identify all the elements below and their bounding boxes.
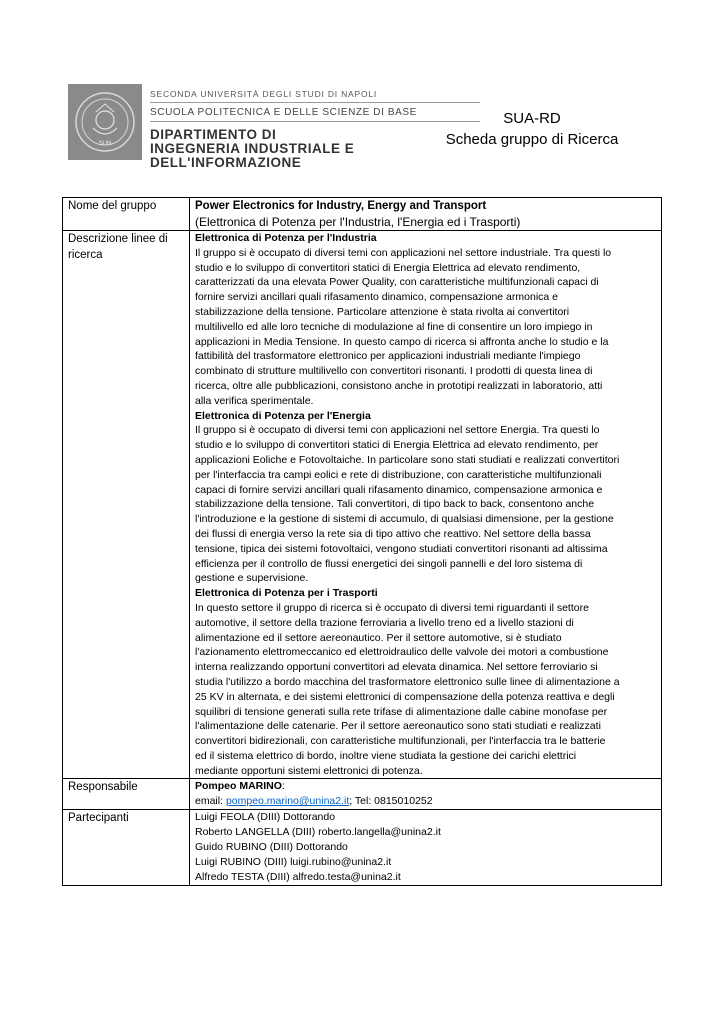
text-line: studio e lo sviluppo di convertitori statici di Energia Elettrica ad elevato rendimento, per	[195, 439, 599, 452]
text-line: alimentazione ed il settore aereonautico. Per il settore automotive, si è studiato	[195, 631, 562, 644]
text-line: mediante opportuni sistemi elettronici di potenza.	[195, 764, 423, 777]
participants-label: Partecipanti	[63, 810, 190, 886]
university-seal-logo	[68, 84, 142, 160]
text-line: fornire servizi ancillari quali rifasamento dinamico, compensazione armonica e	[195, 291, 558, 304]
seal-text: SUN	[98, 141, 112, 147]
participant-item: Guido RUBINO (DIII) Dottorando	[195, 841, 348, 854]
text-line: Il gruppo si è occupato di diversi temi con applicazioni nel settore industriale. Tra questi lo	[195, 246, 612, 259]
participant-item: Alfredo TESTA (DIII) alfredo.testa@unina2.it	[195, 871, 401, 884]
text-line: stabilizzazione della tensione. Particolare attenzione è stata rivolta ai convertitori	[195, 305, 570, 318]
university-name: SECONDA UNIVERSITÀ DEGLI STUDI DI NAPOLI	[150, 80, 480, 103]
table-row	[63, 810, 662, 886]
email-prefix: email:	[195, 795, 226, 808]
participants-cell	[190, 810, 662, 886]
text-line: applicazioni Eoliche e Fotovoltaiche. In particolare sono stati studiati e realizzati convertitori	[195, 453, 620, 466]
text-line: Il gruppo si è occupato di diversi temi con applicazioni nel settore Energia. Tra questi lo	[195, 424, 600, 437]
research-lines-cell	[190, 231, 662, 779]
text-line: interna realizzando opportuni convertitori ad elevata dinamica. Nel settore ferroviario si	[195, 661, 598, 674]
text-line: In questo settore il gruppo di ricerca si è occupato di diversi temi riguardanti il settore	[195, 601, 589, 614]
text-line: ricerca, oltre alle pubblicazioni, consistono anche in prototipi realizzati in laboratorio, atti	[195, 379, 603, 392]
department-line: DELL'INFORMAZIONE	[150, 155, 302, 170]
text-line: convertitori bidirezionali, con caratteristiche multifunzionali, per l'interfaccia tra le batterie	[195, 735, 606, 748]
text-line: efficienza per il controllo de flussi energetici dei singoli pannelli e del loro sistema di	[195, 557, 583, 570]
text-line: capaci di fornire servizi ancillari quali rifasamento dinamico, compensazione armonica e	[195, 483, 603, 496]
group-name-en: Power Electronics for Industry, Energy and Transport	[195, 200, 487, 212]
department-line: INGEGNERIA INDUSTRIALE E	[150, 141, 355, 156]
participant-item: Luigi RUBINO (DIII) luigi.rubino@unina2.it	[195, 856, 392, 869]
text-line: ed il sistema elettrico di bordo, inoltre viene studiata la gestione dei carichi elettrici	[195, 749, 577, 762]
table-row	[63, 198, 662, 231]
text-line: l'alimentazione delle catenarie. Per il settore aereonautico sono stati studiati e realizzati	[195, 720, 601, 733]
research-lines-label: Descrizione linee di ricerca	[63, 231, 190, 779]
responsible-phone: ; Tel: 0815010252	[349, 795, 433, 808]
group-name-label: Nome del gruppo	[63, 198, 190, 231]
research-group-table	[62, 197, 662, 886]
research-section	[195, 409, 656, 587]
doc-code: SUA-RD	[503, 110, 561, 127]
table-row	[63, 779, 662, 810]
text-line: combinato di strutture multilivello con convertitori risonanti. I prodotti di questa linea di	[195, 365, 593, 378]
research-section-title: Elettronica di Potenza per l'Energia	[195, 409, 371, 422]
text-line: l'introduzione e la gestione di sistemi di accumulo, di qualsiasi dimensione, per la gestione	[195, 513, 614, 526]
responsible-name-suffix: :	[281, 780, 285, 793]
text-line: studio e lo sviluppo di convertitori statici di Energia Elettrica ad elevato rendimento,	[195, 261, 581, 274]
research-section	[195, 586, 656, 778]
participant-item: Luigi FEOLA (DIII) Dottorando	[195, 811, 336, 824]
responsible-cell	[190, 779, 662, 810]
text-line: per l'interfaccia tra campi eolici e rete di distribuzione, con caratteristiche multifunzionali	[195, 468, 602, 481]
participant-item: Roberto LANGELLA (DIII) roberto.langella@unina2.it	[195, 826, 441, 839]
group-name-it: (Elettronica di Potenza per l'Industria, l'Energia ed i Trasporti)	[195, 215, 521, 229]
text-line: gestione e supervisione.	[195, 572, 309, 585]
document-title-block	[420, 108, 644, 150]
department-line: DIPARTIMENTO DI	[150, 127, 277, 142]
text-line: automotive, il settore della trazione ferroviaria a livello treno ed a livello stazioni di	[195, 616, 574, 629]
text-line: caratterizzati da una elevata Power Quality, con caratteristiche multifunzionali capaci di	[195, 276, 599, 289]
table-row	[63, 231, 662, 779]
group-name-cell	[190, 198, 662, 231]
text-line: stabilizzazione della tensione. Tali convertitori, di tipo back to back, consentono anche	[195, 498, 595, 511]
text-line: studia l'utilizzo a bordo macchina del trasformatore elettronico sulle linee di alimentazione a	[195, 675, 620, 688]
text-line: alla verifica sperimentale.	[195, 394, 314, 407]
research-section	[195, 231, 656, 409]
text-line: applicazioni in Media Tensione. In questo campo di ricerca si affronta anche lo studio e la	[195, 335, 609, 348]
text-line: l'azionamento elettromeccanico ed elettroidraulico delle valvole dei motori a combustione	[195, 646, 609, 659]
text-line: 25 KV in alternata, e dei sistemi elettronici di compensazione della potenza reattiva e degli	[195, 690, 615, 703]
text-line: multilivello ed alle loro tecniche di modulazione al fine di consentire un loro impiego in	[195, 320, 593, 333]
research-section-title: Elettronica di Potenza per l'Industria	[195, 232, 377, 244]
text-line: squilibri di tensione generati sulla rete trifase di alimentazione dalle cabine monofase per	[195, 705, 608, 718]
seal-emblem-icon	[73, 90, 137, 154]
research-section-title: Elettronica di Potenza per i Trasporti	[195, 587, 378, 600]
school-name: SCUOLA POLITECNICA E DELLE SCIENZE DI BASE	[150, 103, 480, 122]
responsible-email-link[interactable]: pompeo.marino@unina2.it	[225, 795, 350, 808]
text-line: dei flussi di energia verso la rete sia di tipo attivo che reattivo. Nel settore della bassa	[195, 527, 591, 540]
doc-title: Scheda gruppo di Ricerca	[445, 131, 619, 148]
responsible-name: Pompeo MARINO	[195, 780, 282, 793]
text-line: fattibilità del trasformatore elettronico per applicazioni industriali mediante l'impiego	[195, 350, 581, 363]
responsible-label: Responsabile	[63, 779, 190, 810]
text-line: tensione, tipica dei sistemi fotovoltaici, vengono studiati convertitori risonanti ad altissima	[195, 542, 608, 555]
